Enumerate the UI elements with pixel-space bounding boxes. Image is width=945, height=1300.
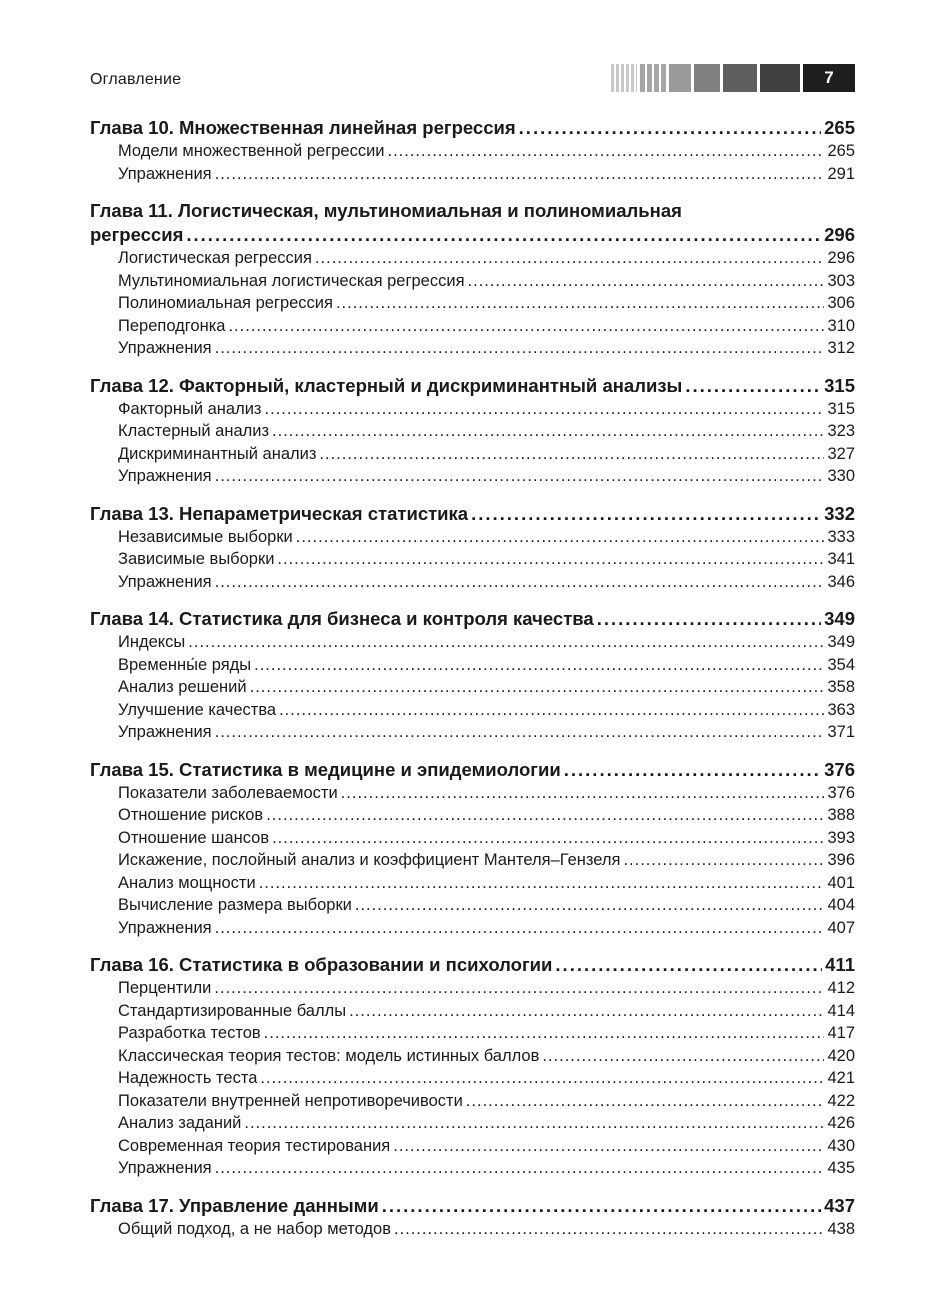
section-page-number: 265 (827, 142, 855, 160)
section-page-number: 430 (827, 1136, 855, 1155)
section-page-number: 358 (827, 678, 855, 696)
section-page-number: 291 (827, 164, 855, 183)
dot-leader (296, 526, 825, 549)
section-title: Временны́е ряды (118, 655, 252, 674)
dot-leader (382, 1194, 821, 1218)
section-page-number: 396 (827, 851, 855, 869)
dot-leader (279, 699, 824, 722)
dot-leader (215, 571, 825, 594)
chapter-page-number: 296 (824, 224, 855, 245)
section-title: Перцентили (118, 979, 212, 997)
section-page-number: 349 (827, 633, 855, 651)
section-page-number: 310 (827, 316, 855, 335)
dot-leader (388, 140, 825, 163)
section-page-number: 330 (827, 467, 855, 485)
page-number: 7 (803, 64, 855, 92)
dot-leader (259, 872, 825, 895)
dot-leader (188, 631, 824, 654)
section-title: Стандартизированные баллы (118, 1001, 347, 1020)
section-page-number: 401 (827, 873, 855, 892)
dot-leader (265, 398, 825, 421)
section-title: Независимые выборки (118, 527, 293, 546)
section-entry[interactable] (90, 631, 855, 654)
section-title: Показатели заболеваемости (118, 783, 338, 802)
chapter-page-number: 332 (824, 502, 855, 524)
toc-chapter (90, 607, 855, 744)
section-entry[interactable] (90, 917, 855, 940)
dot-leader (215, 1157, 825, 1180)
dot-leader (214, 977, 824, 1000)
section-page-number: 323 (827, 422, 855, 440)
section-entry[interactable] (90, 1045, 855, 1068)
dot-leader (393, 1135, 824, 1158)
dot-leader (355, 894, 825, 917)
section-title: Полиномиальная регрессия (118, 294, 333, 312)
section-title: Зависимые выборки (118, 550, 275, 568)
dot-leader (319, 443, 824, 466)
section-page-number: 315 (827, 399, 855, 418)
dot-leader (341, 782, 825, 805)
chapter-title: Глава 14. Статистика для бизнеса и контроля качества (90, 608, 594, 629)
chapter-page-number: 265 (824, 117, 855, 138)
section-entry[interactable] (90, 315, 855, 338)
section-title: Анализ мощности (118, 873, 256, 892)
dot-leader (215, 337, 825, 360)
section-title: Надежность теста (118, 1069, 258, 1087)
section-page-number: 371 (827, 723, 855, 741)
chapter-title: Глава 17. Управление данными (90, 1194, 379, 1216)
chapter-entry[interactable] (90, 223, 855, 247)
section-title: Кластерный анализ (118, 422, 270, 440)
section-entry[interactable] (90, 676, 855, 699)
section-entry[interactable] (90, 1135, 855, 1158)
chapter-page-number: 437 (824, 1194, 855, 1216)
section-entry[interactable] (90, 140, 855, 163)
toc-chapter (90, 374, 855, 488)
section-page-number: 376 (827, 783, 855, 802)
section-title: Упражнения (118, 467, 212, 485)
section-page-number: 404 (827, 896, 855, 914)
chapter-title: Глава 15. Статистика в медицине и эпидемиологии (90, 758, 561, 780)
chapter-entry[interactable] (90, 758, 855, 782)
chapter-title: Глава 12. Факторный, кластерный и дискриминантный анализы (90, 374, 683, 396)
toc-chapter (90, 1194, 855, 1241)
section-page-number: 354 (827, 655, 855, 674)
section-entry[interactable] (90, 163, 855, 186)
dot-leader (336, 292, 825, 315)
dot-leader (466, 1090, 825, 1113)
dot-leader (272, 420, 824, 443)
section-title: Анализ решений (118, 678, 247, 696)
section-entry[interactable] (90, 1067, 855, 1090)
dot-leader (542, 1045, 824, 1068)
section-title: Искажение, послойный анализ и коэффициент Мантеля–Гензеля (118, 851, 621, 869)
section-entry[interactable] (90, 292, 855, 315)
dot-leader (277, 548, 824, 571)
section-title: Показатели внутренней непротиворечивости (118, 1091, 463, 1110)
section-page-number: 412 (827, 979, 855, 997)
section-page-number: 393 (827, 828, 855, 847)
section-entry[interactable] (90, 443, 855, 466)
section-title: Отношение шансов (118, 828, 270, 847)
dot-leader (215, 721, 825, 744)
section-entry[interactable] (90, 1022, 855, 1045)
section-page-number: 327 (827, 444, 855, 463)
section-page-number: 421 (827, 1069, 855, 1087)
section-page-number: 363 (827, 700, 855, 719)
section-title: Упражнения (118, 918, 212, 937)
section-title: Индексы (118, 633, 186, 651)
dot-leader (186, 223, 821, 247)
section-page-number: 303 (827, 271, 855, 290)
section-entry[interactable] (90, 827, 855, 850)
section-entry[interactable] (90, 548, 855, 571)
section-entry[interactable] (90, 849, 855, 872)
toc-chapter (90, 502, 855, 594)
section-title: Упражнения (118, 572, 212, 591)
section-title: Упражнения (118, 339, 212, 357)
chapter-entry[interactable] (90, 502, 855, 526)
section-entry[interactable] (90, 420, 855, 443)
running-header (90, 64, 855, 94)
chapter-page-number: 349 (824, 608, 855, 629)
dot-leader (519, 116, 821, 140)
dot-leader (215, 163, 825, 186)
toc-chapter (90, 758, 855, 940)
dot-leader (623, 849, 824, 872)
section-page-number: 333 (827, 527, 855, 546)
table-of-contents (90, 116, 855, 1254)
dot-leader (260, 1067, 824, 1090)
section-entry[interactable] (90, 872, 855, 895)
section-title: Упражнения (118, 164, 212, 183)
toc-chapter (90, 199, 855, 360)
dot-leader (254, 654, 824, 677)
section-title: Вычисление размера выборки (118, 896, 352, 914)
section-entry[interactable] (90, 247, 855, 270)
dot-leader (250, 676, 825, 699)
section-entry[interactable] (90, 977, 855, 1000)
section-title: Улучшение качества (118, 700, 277, 719)
section-title: Анализ заданий (118, 1114, 242, 1132)
chapter-entry[interactable] (90, 374, 855, 398)
chapter-title-line: Глава 11. Логистическая, мультиномиальная и полиномиальная (90, 200, 682, 221)
chapter-title: Глава 16. Статистика в образовании и психологии (90, 954, 553, 975)
chapter-entry[interactable] (90, 1194, 855, 1218)
section-entry[interactable] (90, 804, 855, 827)
section-page-number: 414 (827, 1001, 855, 1020)
running-header-title: Оглавление (90, 71, 182, 88)
dot-leader (264, 1022, 825, 1045)
toc-chapter (90, 116, 855, 185)
section-entry[interactable] (90, 654, 855, 677)
section-entry[interactable] (90, 571, 855, 594)
section-page-number: 306 (827, 294, 855, 312)
section-title: Классическая теория тестов: модель истинных баллов (118, 1046, 540, 1065)
section-entry[interactable] (90, 1112, 855, 1135)
chapter-entry[interactable] (90, 607, 855, 631)
section-title: Мультиномиальная логистическая регрессия (118, 271, 465, 290)
dot-leader (272, 827, 824, 850)
section-title: Разработка тестов (118, 1024, 261, 1042)
section-page-number: 438 (827, 1219, 855, 1238)
chapter-page-number: 315 (824, 374, 855, 396)
chapter-page-number: 376 (824, 758, 855, 780)
section-page-number: 422 (827, 1091, 855, 1110)
dot-leader (228, 315, 824, 338)
section-page-number: 407 (827, 918, 855, 937)
section-page-number: 435 (827, 1159, 855, 1177)
section-title: Факторный анализ (118, 399, 262, 418)
chapter-title: Глава 13. Непараметрическая статистика (90, 502, 469, 524)
dot-leader (394, 1218, 825, 1241)
section-entry[interactable] (90, 526, 855, 549)
header-decoration-bar (608, 64, 855, 92)
section-title: Дискриминантный анализ (118, 444, 317, 463)
dot-leader (266, 804, 824, 827)
section-entry[interactable] (90, 782, 855, 805)
section-entry[interactable] (90, 337, 855, 360)
section-title: Упражнения (118, 723, 212, 741)
dot-leader (244, 1112, 824, 1135)
dot-leader (555, 953, 822, 977)
section-entry[interactable] (90, 1090, 855, 1113)
section-entry[interactable] (90, 398, 855, 421)
dot-leader (349, 1000, 824, 1023)
dot-leader (471, 502, 821, 526)
section-title: Переподгонка (118, 316, 226, 335)
section-page-number: 346 (827, 572, 855, 591)
toc-chapter (90, 953, 855, 1180)
chapter-entry[interactable] (90, 116, 855, 140)
dot-leader (468, 270, 825, 293)
dot-leader (215, 465, 825, 488)
section-title: Упражнения (118, 1159, 212, 1177)
section-entry[interactable] (90, 721, 855, 744)
section-entry[interactable] (90, 1000, 855, 1023)
dot-leader (564, 758, 821, 782)
dot-leader (685, 374, 821, 398)
chapter-title: Глава 10. Множественная линейная регрессия (90, 117, 516, 138)
dot-leader (597, 607, 821, 631)
dot-leader (315, 247, 825, 270)
section-page-number: 388 (827, 806, 855, 824)
chapter-title: регрессия (90, 224, 184, 245)
dot-leader (215, 917, 825, 940)
section-entry[interactable] (90, 894, 855, 917)
section-entry[interactable] (90, 1218, 855, 1241)
chapter-page-number: 411 (825, 954, 855, 975)
section-entry[interactable] (90, 270, 855, 293)
section-entry[interactable] (90, 465, 855, 488)
section-page-number: 426 (827, 1114, 855, 1132)
section-entry[interactable] (90, 699, 855, 722)
section-title: Отношение рисков (118, 806, 264, 824)
section-page-number: 312 (827, 339, 855, 357)
chapter-entry[interactable] (90, 953, 855, 977)
section-page-number: 420 (827, 1046, 855, 1065)
section-title: Общий подход, а не набор методов (118, 1219, 391, 1238)
section-page-number: 296 (827, 249, 855, 267)
section-title: Логистическая регрессия (118, 249, 312, 267)
section-entry[interactable] (90, 1157, 855, 1180)
section-title: Модели множественной регрессии (118, 142, 385, 160)
section-page-number: 341 (827, 550, 855, 568)
section-title: Современная теория тестирования (118, 1136, 391, 1155)
section-page-number: 417 (827, 1024, 855, 1042)
